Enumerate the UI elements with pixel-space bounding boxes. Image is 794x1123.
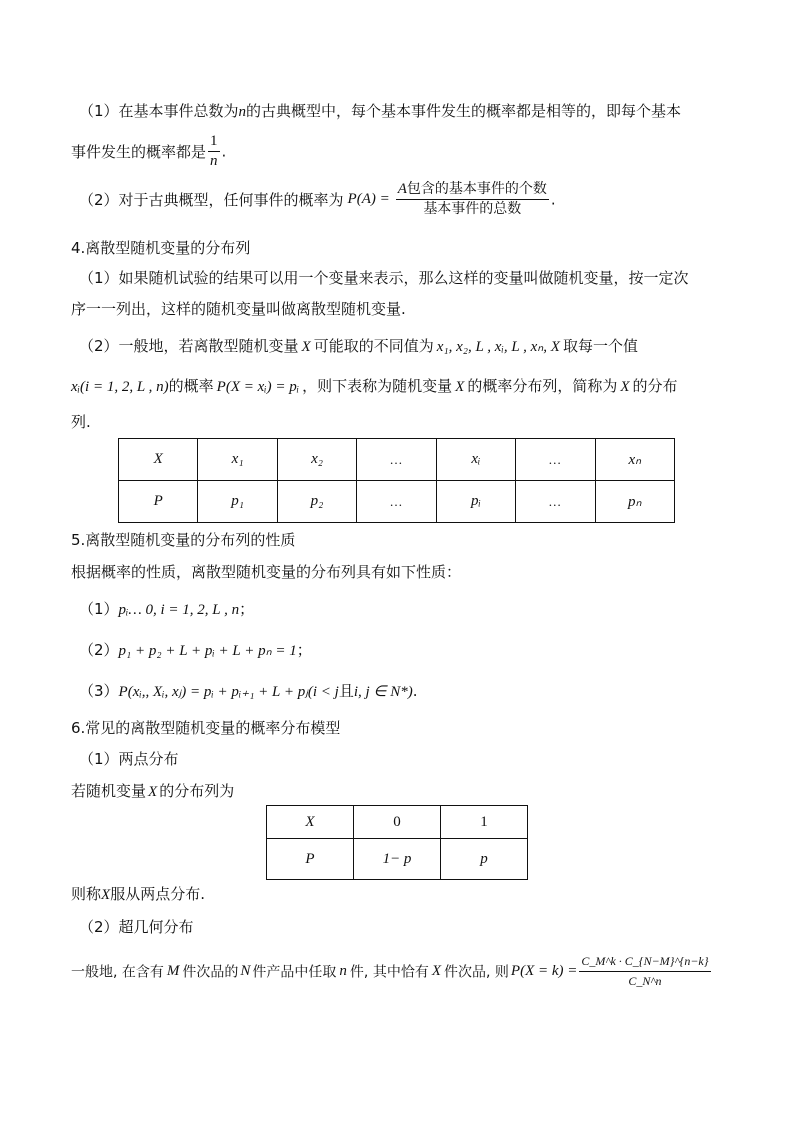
distribution-def-line2 — [71, 376, 678, 397]
var-X: X — [148, 784, 158, 800]
table-cell: … — [516, 481, 595, 523]
property-2 — [79, 640, 312, 661]
text: （2）一般地，若离散型随机变量 — [79, 337, 299, 355]
table-cell: p₂ — [277, 481, 356, 523]
text: 事件发生的概率都是 — [71, 143, 207, 161]
table-cell: P — [267, 839, 354, 880]
table-cell: pₙ — [595, 481, 674, 523]
text: 件次品的 — [182, 964, 239, 981]
period: . — [550, 190, 556, 209]
table-cell: 1− p — [353, 839, 440, 880]
text: 可能取的不同值为 — [313, 337, 434, 355]
classical-prob-item-1-line2 — [71, 132, 226, 171]
hypergeometric-definition — [71, 952, 713, 991]
table-cell: X — [267, 806, 354, 839]
var-X: X — [101, 887, 111, 903]
property-1 — [79, 599, 254, 620]
text: 的分布 — [632, 377, 678, 395]
period: . — [412, 682, 418, 700]
table-cell: P — [119, 481, 198, 523]
table-cell: … — [516, 439, 595, 481]
var-X: X — [301, 339, 311, 355]
rv-definition-line1: （1）如果随机试验的结果可以用一个变量来表示，那么这样的变量叫做随机变量，按一定次 — [79, 269, 689, 287]
label: （2） — [79, 641, 119, 659]
index-range: xᵢ(i = 1, 2, L , n) — [71, 379, 169, 395]
table-cell: X — [119, 439, 198, 481]
text: 件产品中任取 — [252, 964, 337, 981]
text: 且 — [338, 682, 354, 700]
two-point-conclusion — [71, 884, 205, 905]
fraction-1-over-n — [208, 132, 220, 171]
var-n: n — [238, 104, 247, 120]
fraction-denominator: n — [210, 153, 218, 169]
table-cell: p — [441, 839, 528, 880]
var-N: N — [240, 963, 251, 979]
period: . — [221, 142, 227, 161]
fraction-numerator: 包含的基本事件的个数 — [406, 181, 547, 197]
value-list: x₁, x₂, L , xᵢ, L , xₙ, X — [436, 339, 560, 355]
formula: pᵢ… 0, i = 1, 2, L , n — [118, 602, 240, 618]
text: 的分布列为 — [159, 782, 235, 800]
text: 取每一个值 — [562, 337, 638, 355]
var-A: A — [397, 181, 407, 197]
var-M: M — [166, 963, 180, 979]
table-cell: x₁ — [198, 439, 277, 481]
text: 则称 — [71, 885, 102, 903]
distribution-def-line3: 列. — [71, 413, 91, 431]
two-point-heading: （1）两点分布 — [79, 750, 179, 768]
formula: i, j ∈ N*) — [353, 684, 413, 700]
var-X: X — [455, 379, 465, 395]
two-point-intro — [71, 781, 234, 802]
section-5-heading: 5.离散型随机变量的分布列的性质 — [71, 531, 296, 549]
table-row-probabilities — [267, 839, 528, 880]
table-cell: 1 — [441, 806, 528, 839]
text: 的古典概型中，每个基本事件发生的概率都是相等的，即每个基本 — [246, 102, 682, 120]
fraction-denominator: 基本事件的总数 — [423, 201, 522, 217]
classical-prob-item-2 — [79, 180, 556, 219]
text: （2）对于古典概型，任何事件的概率为 — [79, 191, 344, 209]
text: 件次品, 则 — [444, 964, 509, 981]
formula: P(X = xᵢ) = pᵢ — [216, 379, 300, 395]
table-cell: xₙ — [595, 439, 674, 481]
text: 一般地, 在含有 — [71, 964, 164, 981]
fraction-numerator: C_M^k · C_{N−M}^{n−k} — [579, 952, 710, 972]
table-cell: pᵢ — [436, 481, 515, 523]
label: （3） — [79, 682, 119, 700]
text: 若随机变量 — [71, 782, 147, 800]
text: 的概率分布列，简称为 — [467, 377, 618, 395]
fraction-event-count — [396, 180, 549, 219]
formula: p₁ + p₂ + L + pᵢ + L + pₙ = 1 — [118, 643, 297, 659]
formula: P(xᵢ,, Xᵢ, xⱼ) = pᵢ + pᵢ₊₁ + L + pⱼ(i < j — [118, 684, 339, 700]
table-cell: x₂ — [277, 439, 356, 481]
hypergeometric-heading: （2）超几何分布 — [79, 918, 194, 936]
table-cell: p₁ — [198, 481, 277, 523]
var-n: n — [339, 963, 347, 979]
text: 的概率 — [168, 377, 214, 395]
table-row-values — [267, 806, 528, 839]
table-row-values — [119, 439, 675, 481]
text: （1）在基本事件总数为 — [79, 102, 239, 120]
table-cell: xᵢ — [436, 439, 515, 481]
table-row-probabilities — [119, 481, 675, 523]
two-point-table — [266, 805, 528, 880]
table-cell: 0 — [353, 806, 440, 839]
formula-lhs: P(A) = — [347, 191, 390, 207]
formula-lhs: P(X = k) = — [510, 963, 578, 979]
fraction-numerator: 1 — [208, 132, 220, 152]
table-cell: … — [357, 439, 436, 481]
var-X: X — [431, 963, 441, 979]
text: 服从两点分布. — [110, 885, 205, 903]
fraction-denominator: C_N^n — [628, 974, 662, 988]
section-6-heading: 6.常见的离散型随机变量的概率分布模型 — [71, 719, 341, 737]
properties-intro: 根据概率的性质，离散型随机变量的分布列具有如下性质： — [71, 563, 462, 581]
text: ，则下表称为随机变量 — [302, 377, 453, 395]
var-X: X — [620, 379, 630, 395]
distribution-def-line1 — [79, 336, 638, 357]
text: ； — [239, 600, 255, 618]
label: （1） — [79, 600, 119, 618]
rv-definition-line2: 序一一列出，这样的随机变量叫做离散型随机变量. — [71, 300, 406, 318]
table-cell: … — [357, 481, 436, 523]
text: 件, 其中恰有 — [349, 964, 429, 981]
hypergeometric-fraction — [579, 952, 710, 991]
classical-prob-item-1-line1 — [79, 101, 681, 122]
property-3 — [79, 681, 418, 702]
distribution-table — [118, 438, 675, 523]
section-4-heading: 4.离散型随机变量的分布列 — [71, 239, 251, 257]
text: ； — [296, 641, 312, 659]
